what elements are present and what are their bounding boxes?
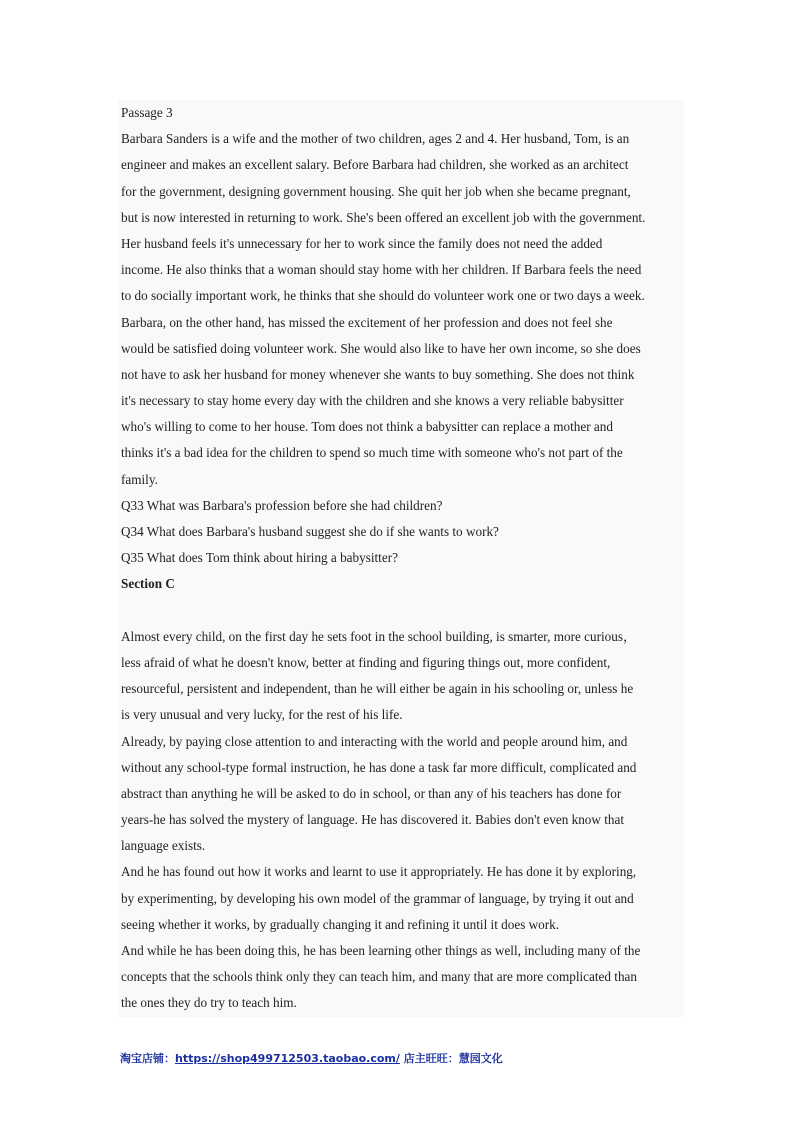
text-line: who's willing to come to her house. Tom does not think a babysitter can replace a mother and [121,419,613,435]
section-c-text [118,624,684,1017]
text-line: language exists. [121,838,206,854]
text-line: abstract than anything he will be asked to do in school, or than any of his teachers has done for [121,785,622,801]
text-line: Already, by paying close attention to and interacting with the world and people around him, and [121,733,628,749]
question-item: Q33 What was Barbara's profession before she had children? [121,497,443,513]
text-line: concepts that the schools think only they can teach him, and many that are more complicated than [121,969,637,985]
text-line: less afraid of what he doesn't know, better at finding and figuring things out, more confident, [121,654,611,670]
text-line: And while he has been doing this, he has been learning other things as well, including many of the [121,943,641,958]
text-line: without any school-type formal instruction, he has done a task far more difficult, complicated and [121,759,637,775]
section-heading: Section C [121,576,175,592]
text-line: thinks it's a bad idea for the children to spend so much time with someone who's not part of the [121,445,623,461]
text-line: resourceful, persistent and independent, than he will either be again in his schooling or, unless he [121,681,634,697]
passage-heading: Passage 3 [121,105,173,120]
text-line: Her husband feels it's unnecessary for her to work since the family does not need the added [121,235,603,251]
footer-suffix: 店主旺旺：慧园文化 [399,1052,503,1065]
shop-link[interactable]: https://shop499712503.taobao.com/ [175,1052,400,1065]
text-line: the ones they do try to teach him. [121,995,297,1011]
text-line: but is now interested in returning to work. She's been offered an excellent job with the government. [121,209,646,225]
text-line: income. He also thinks that a woman should stay home with her children. If Barbara feels the need [121,262,642,278]
passage-text [118,126,684,493]
question-item: Q35 What does Tom think about hiring a babysitter? [121,550,398,566]
footer-prefix: 淘宝店铺： [120,1052,175,1065]
text-line: to do socially important work, he thinks that she should do volunteer work one or two days a week. [121,288,645,304]
text-line: by experimenting, by developing his own model of the grammar of language, by trying it out and [121,890,634,906]
question-list [118,493,684,572]
text-line: Almost every child, on the first day he sets foot in the school building, is smarter, more curious， [121,628,637,644]
text-line: not have to ask her husband for money whenever she wants to buy something. She does not think [121,366,635,382]
text-line: And he has found out how it works and learnt to use it appropriately. He has done it by exploring, [121,864,637,880]
text-line: seeing whether it works, by gradually changing it and refining it until it does work. [121,916,560,932]
text-line: Barbara Sanders is a wife and the mother of two children, ages 2 and 4. Her husband, Tom, is an [121,131,630,147]
footer [120,1050,503,1066]
text-line: engineer and makes an excellent salary. Before Barbara had children, she worked as an architect [121,157,629,173]
text-line: would be satisfied doing volunteer work. She would also like to have her own income, so she does [121,340,641,356]
text-line: is very unusual and very lucky, for the rest of his life. [121,707,403,723]
text-line: it's necessary to stay home every day with the children and she knows a very reliable babysitter [121,393,624,409]
question-item: Q34 What does Barbara's husband suggest she do if she wants to work? [121,524,499,539]
text-line: years-he has solved the mystery of language. He has discovered it. Babies don't even know that [121,812,624,828]
text-line: Barbara, on the other hand, has missed the excitement of her profession and does not feel she [121,314,613,330]
text-line: family. [121,471,158,487]
document-body [118,100,684,1017]
text-line: for the government, designing government housing. She quit her job when she became pregnant, [121,183,631,199]
blank-line [118,598,684,624]
